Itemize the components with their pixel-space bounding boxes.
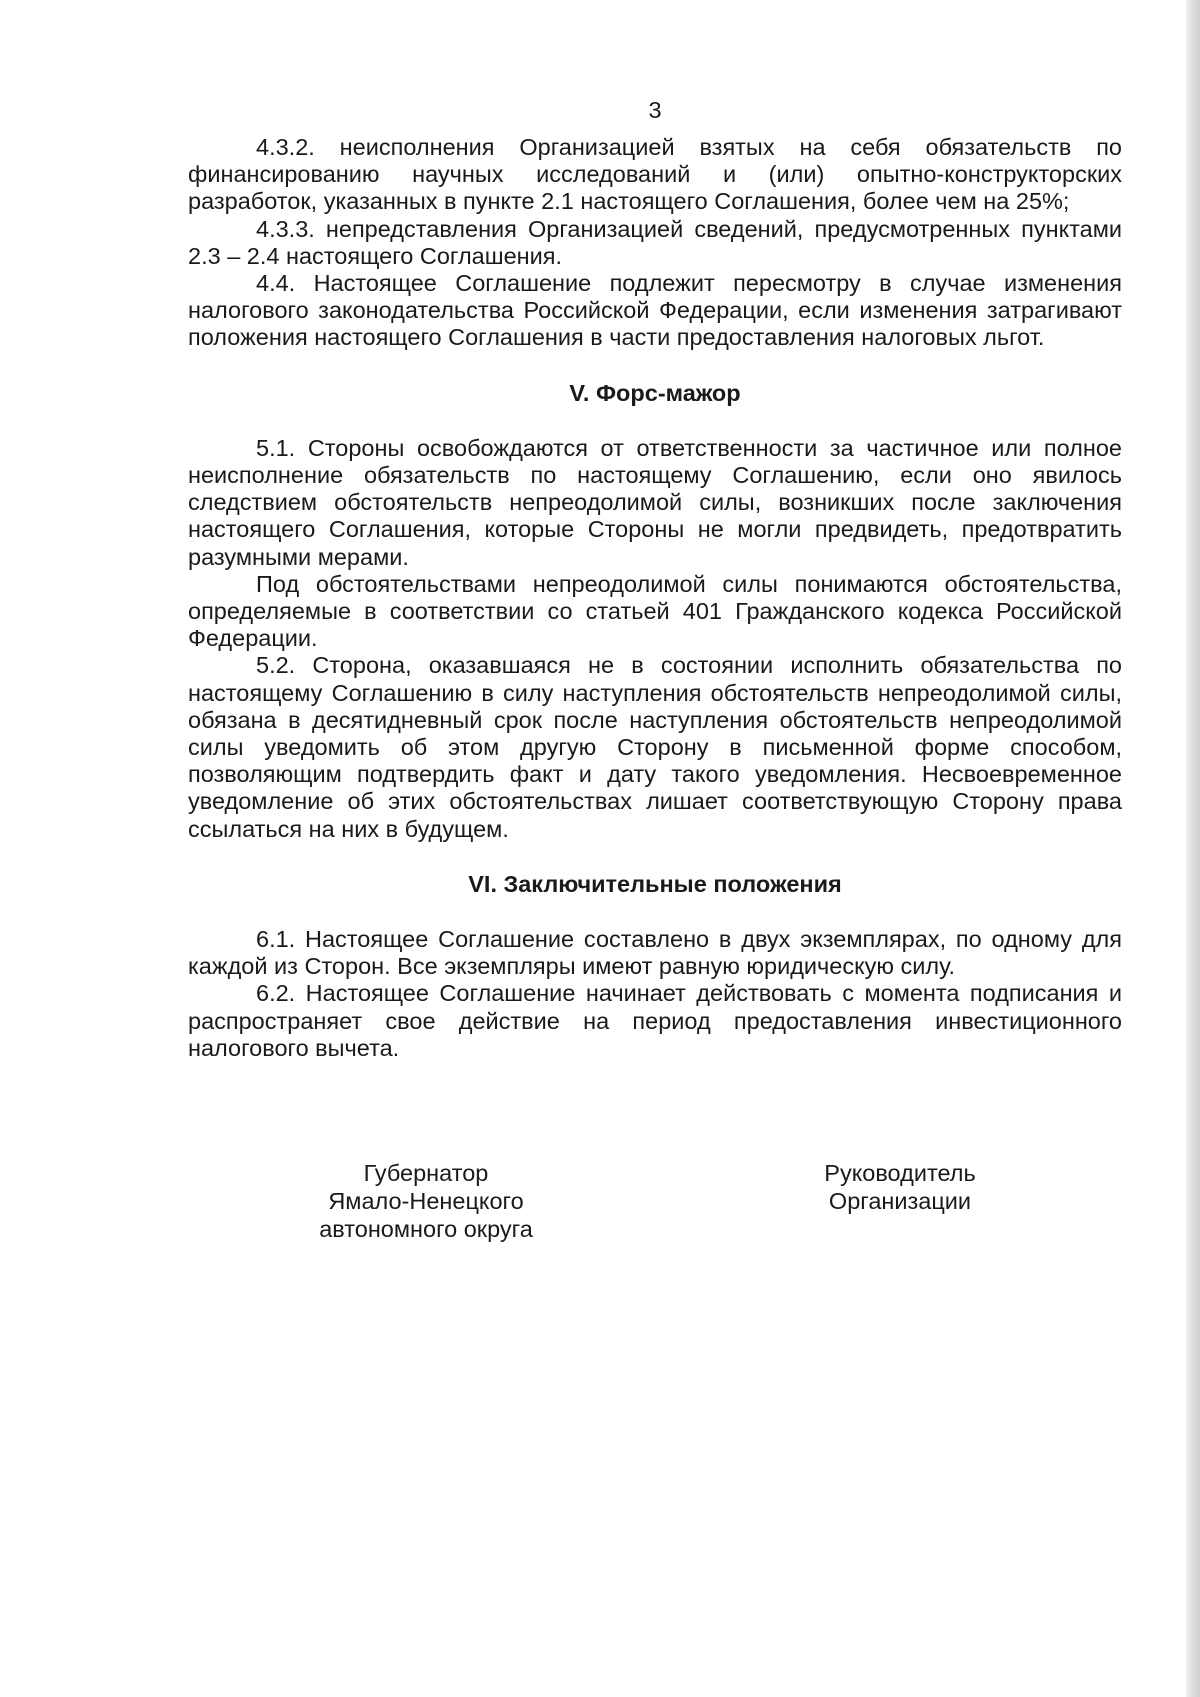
signature-governor-line: Губернатор bbox=[363, 1160, 489, 1186]
paragraph-4-3-3: 4.3.3. непредставления Организацией сведений, предусмотренных пунктами 2.3 – 2.4 настоящего Соглашения. bbox=[188, 215, 1122, 269]
section-heading-final-provisions: VI. Заключительные положения bbox=[468, 870, 842, 897]
paragraph-5-1: 5.1. Стороны освобождаются от ответственности за частичное или полное неисполнение обязательств по настоящему Соглашению, если оно явилось следствием обстоятельств непреодолимой силы, возникших после заключения настоящего Соглашения, которые Стороны не могли предвидеть, предотвратить разумными мерами. bbox=[188, 434, 1122, 570]
paragraph-5-2: 5.2. Сторона, оказавшаяся не в состоянии исполнить обязательства по настоящему Соглашению в силу наступления обстоятельств непреодолимой силы, обязана в десятидневный срок после наступления обстоятельств непреодолимой силы уведомить об этом другую Сторону в письменной форме способом, позволяющим подтвердить факт и дату такого уведомления. Несвоевременное уведомление об этих обстоятельствах лишает соответствующую Сторону права ссылаться на них в будущем. bbox=[188, 652, 1122, 842]
signature-organization-line: Руководитель bbox=[824, 1160, 976, 1186]
section-heading-force-majeure: V. Форс-мажор bbox=[569, 379, 741, 406]
page-edge-shadow bbox=[1186, 0, 1200, 1697]
paragraph-4-3-2: 4.3.2. неисполнения Организацией взятых на себя обязательств по финансированию научных исследований и (или) опытно-конструкторских разработок, указанных в пункте 2.1 настоящего Соглашения, более чем на 25%; bbox=[188, 134, 1122, 215]
paragraph-6-1: 6.1. Настоящее Соглашение составлено в двух экземплярах, по одному для каждой из Сторон. Все экземпляры имеют равную юридическую силу. bbox=[188, 926, 1122, 980]
paragraph-4-4: 4.4. Настоящее Соглашение подлежит пересмотру в случае изменения налогового законодательства Российской Федерации, если изменения затрагивают положения настоящего Соглашения в части предоставления налоговых льгот. bbox=[188, 270, 1122, 351]
signature-organization-line: Организации bbox=[828, 1188, 972, 1214]
paragraph-5-1-definition: Под обстоятельствами непреодолимой силы понимаются обстоятельства, определяемые в соответствии со статьей 401 Гражданского кодекса Российской Федерации. bbox=[188, 570, 1122, 652]
document-page bbox=[188, 96, 1122, 1062]
signature-governor bbox=[306, 1159, 546, 1243]
signature-governor-line: Ямало-Ненецкого bbox=[328, 1188, 524, 1214]
page-number: 3 bbox=[648, 97, 662, 123]
paragraph-6-2: 6.2. Настоящее Соглашение начинает действовать с момента подписания и распространяет свое действие на период предоставления инвестиционного налогового вычета. bbox=[188, 980, 1122, 1061]
signature-governor-line: автономного округа bbox=[319, 1216, 533, 1242]
signature-organization-head bbox=[780, 1159, 1020, 1215]
